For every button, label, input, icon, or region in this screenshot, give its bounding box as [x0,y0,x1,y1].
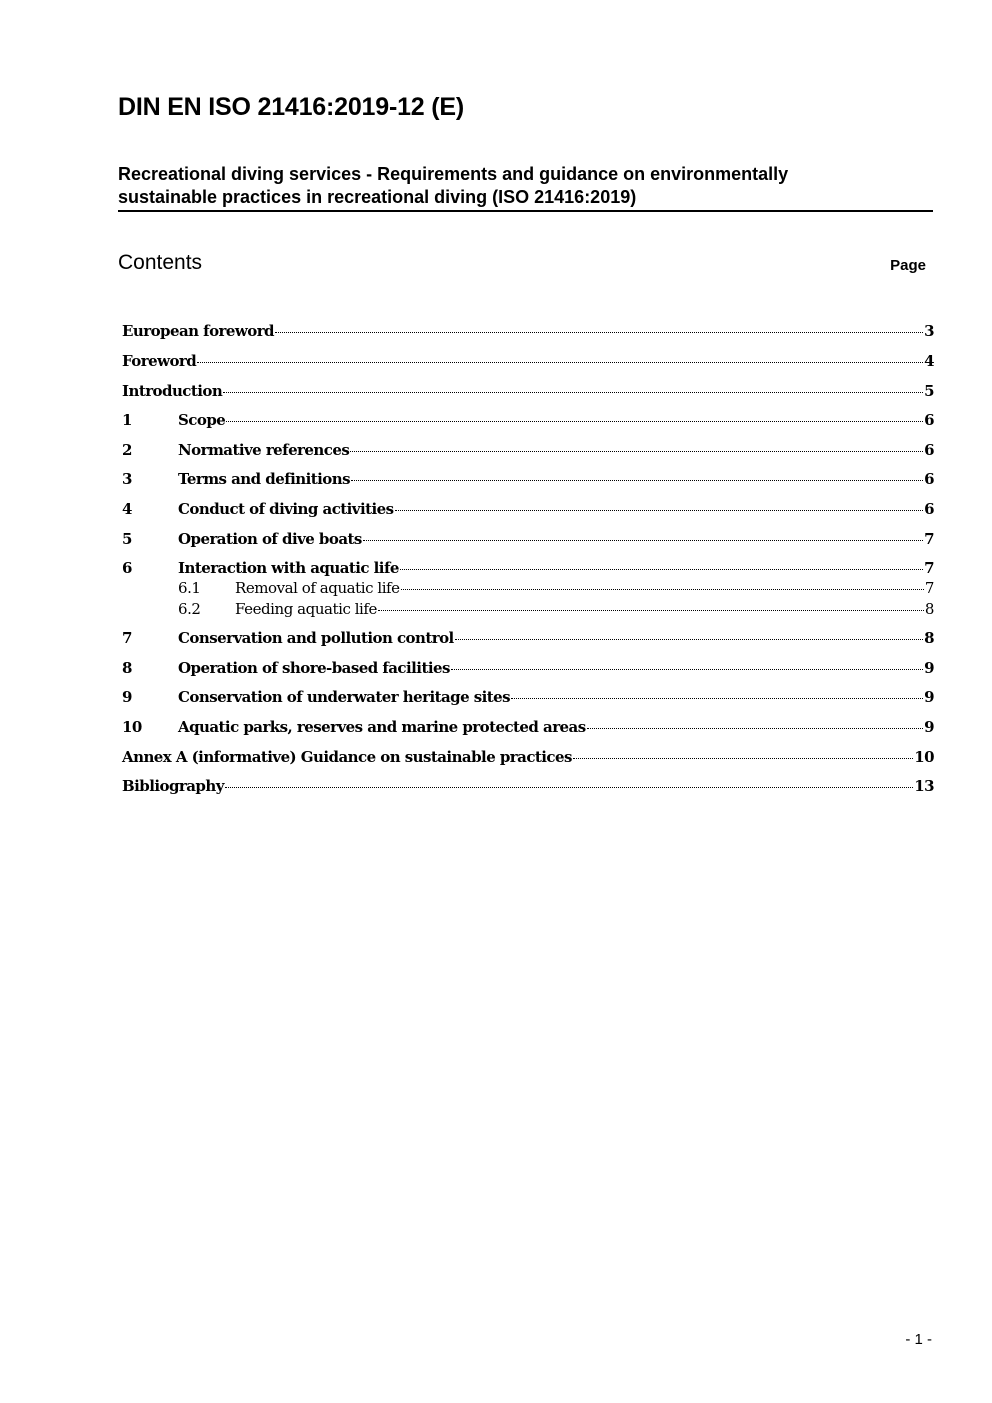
toc-entry-number: 2 [122,441,132,459]
toc-entry-normative-references[interactable] [122,441,934,463]
dot-leader [587,728,924,729]
dot-leader [350,451,923,452]
toc-entry-bibliography[interactable] [122,777,934,799]
toc-entry-label: Removal of aquatic life [235,579,400,597]
toc-entry-number: 9 [122,688,132,706]
dot-leader [451,669,923,670]
dot-leader [197,362,923,363]
toc-entry-label: Aquatic parks, reserves and marine protected areas [178,718,586,736]
toc-entry-introduction[interactable] [122,382,934,404]
document-title-line-1: Recreational diving services - Requirements and guidance on environmentally [118,164,789,184]
toc-entry-label: Feeding aquatic life [235,600,377,618]
toc-entry-aquatic-parks[interactable] [122,718,934,740]
toc-entry-page: 6 [924,441,934,459]
toc-entry-label: Operation of dive boats [178,530,362,548]
dot-leader [400,569,923,570]
dot-leader [351,480,923,481]
toc-entry-number: 5 [122,530,132,548]
toc-entry-conservation-of-underwater-heritage-sites[interactable] [122,688,934,710]
toc-entry-label: Foreword [122,352,197,370]
dot-leader [225,787,913,788]
toc-entry-page: 7 [924,579,934,597]
toc-entry-page: 6 [924,411,934,429]
toc-entry-operation-of-shore-based-facilities[interactable] [122,659,934,681]
toc-entry-feeding-aquatic-life[interactable] [122,600,934,622]
footer-page-number: - 1 - [905,1331,932,1348]
dot-leader [275,332,923,333]
toc-entry-number: 6.1 [178,579,201,597]
toc-entry-page: 13 [914,777,934,795]
dot-leader [511,698,923,699]
toc-entry-page: 4 [924,352,934,370]
document-id: DIN EN ISO 21416:2019-12 (E) [118,93,464,121]
document-title [118,163,933,212]
toc-entry-number: 8 [122,659,132,677]
contents-heading: Contents [118,251,203,274]
toc-entry-label: Interaction with aquatic life [178,559,399,577]
toc-entry-label: Terms and definitions [178,470,350,488]
document-title-line-2: sustainable practices in recreational diving (ISO 21416:2019) [118,187,637,207]
toc-entry-label: Conduct of diving activities [178,500,394,518]
toc-entry-label: Operation of shore-based facilities [178,659,450,677]
toc-entry-conservation-and-pollution-control[interactable] [122,629,934,651]
toc-entry-page: 6 [924,470,934,488]
toc-entry-number: 4 [122,500,132,518]
toc-entry-page: 8 [924,600,934,618]
toc-entry-label: Introduction [122,382,223,400]
dot-leader [455,639,923,640]
toc-entry-european-foreword[interactable] [122,322,934,344]
dot-leader [226,421,923,422]
toc-entry-label: Normative references [178,441,350,459]
toc-entry-label: Annex A (informative) Guidance on sustainable practices [122,748,572,766]
toc-entry-label: Scope [178,411,226,429]
toc-entry-number: 6.2 [178,600,201,618]
toc-entry-page: 7 [924,559,934,577]
toc-entry-label: Conservation and pollution control [178,629,454,647]
toc-entry-number: 10 [122,718,142,736]
toc-entry-label: Bibliography [122,777,224,795]
toc-entry-number: 7 [122,629,132,647]
toc-entry-page: 8 [924,629,934,647]
toc-entry-page: 5 [924,382,934,400]
toc-entry-page: 7 [924,530,934,548]
dot-leader [573,758,913,759]
toc-entry-page: 6 [924,500,934,518]
toc-entry-page: 10 [914,748,934,766]
toc-entry-conduct-of-diving-activities[interactable] [122,500,934,522]
dot-leader [395,510,924,511]
toc-entry-annex-a[interactable] [122,748,934,770]
toc-entry-number: 6 [122,559,132,577]
dot-leader [378,610,924,611]
toc-entry-page: 9 [924,659,934,677]
toc-entry-page: 9 [924,688,934,706]
toc-entry-removal-of-aquatic-life[interactable] [122,579,934,601]
toc-entry-foreword[interactable] [122,352,934,374]
toc-entry-number: 3 [122,470,132,488]
dot-leader [363,540,923,541]
toc-entry-page: 9 [924,718,934,736]
toc-entry-label: European foreword [122,322,274,340]
page-column-heading: Page [890,257,926,274]
toc-entry-operation-of-dive-boats[interactable] [122,530,934,552]
toc-entry-label: Conservation of underwater heritage sites [178,688,511,706]
toc-entry-scope[interactable] [122,411,934,433]
dot-leader [223,392,923,393]
toc-entry-terms-and-definitions[interactable] [122,470,934,492]
toc-entry-page: 3 [924,322,934,340]
dot-leader [401,589,924,590]
toc-entry-number: 1 [122,411,132,429]
toc-entry-interaction-with-aquatic-life[interactable] [122,559,934,581]
